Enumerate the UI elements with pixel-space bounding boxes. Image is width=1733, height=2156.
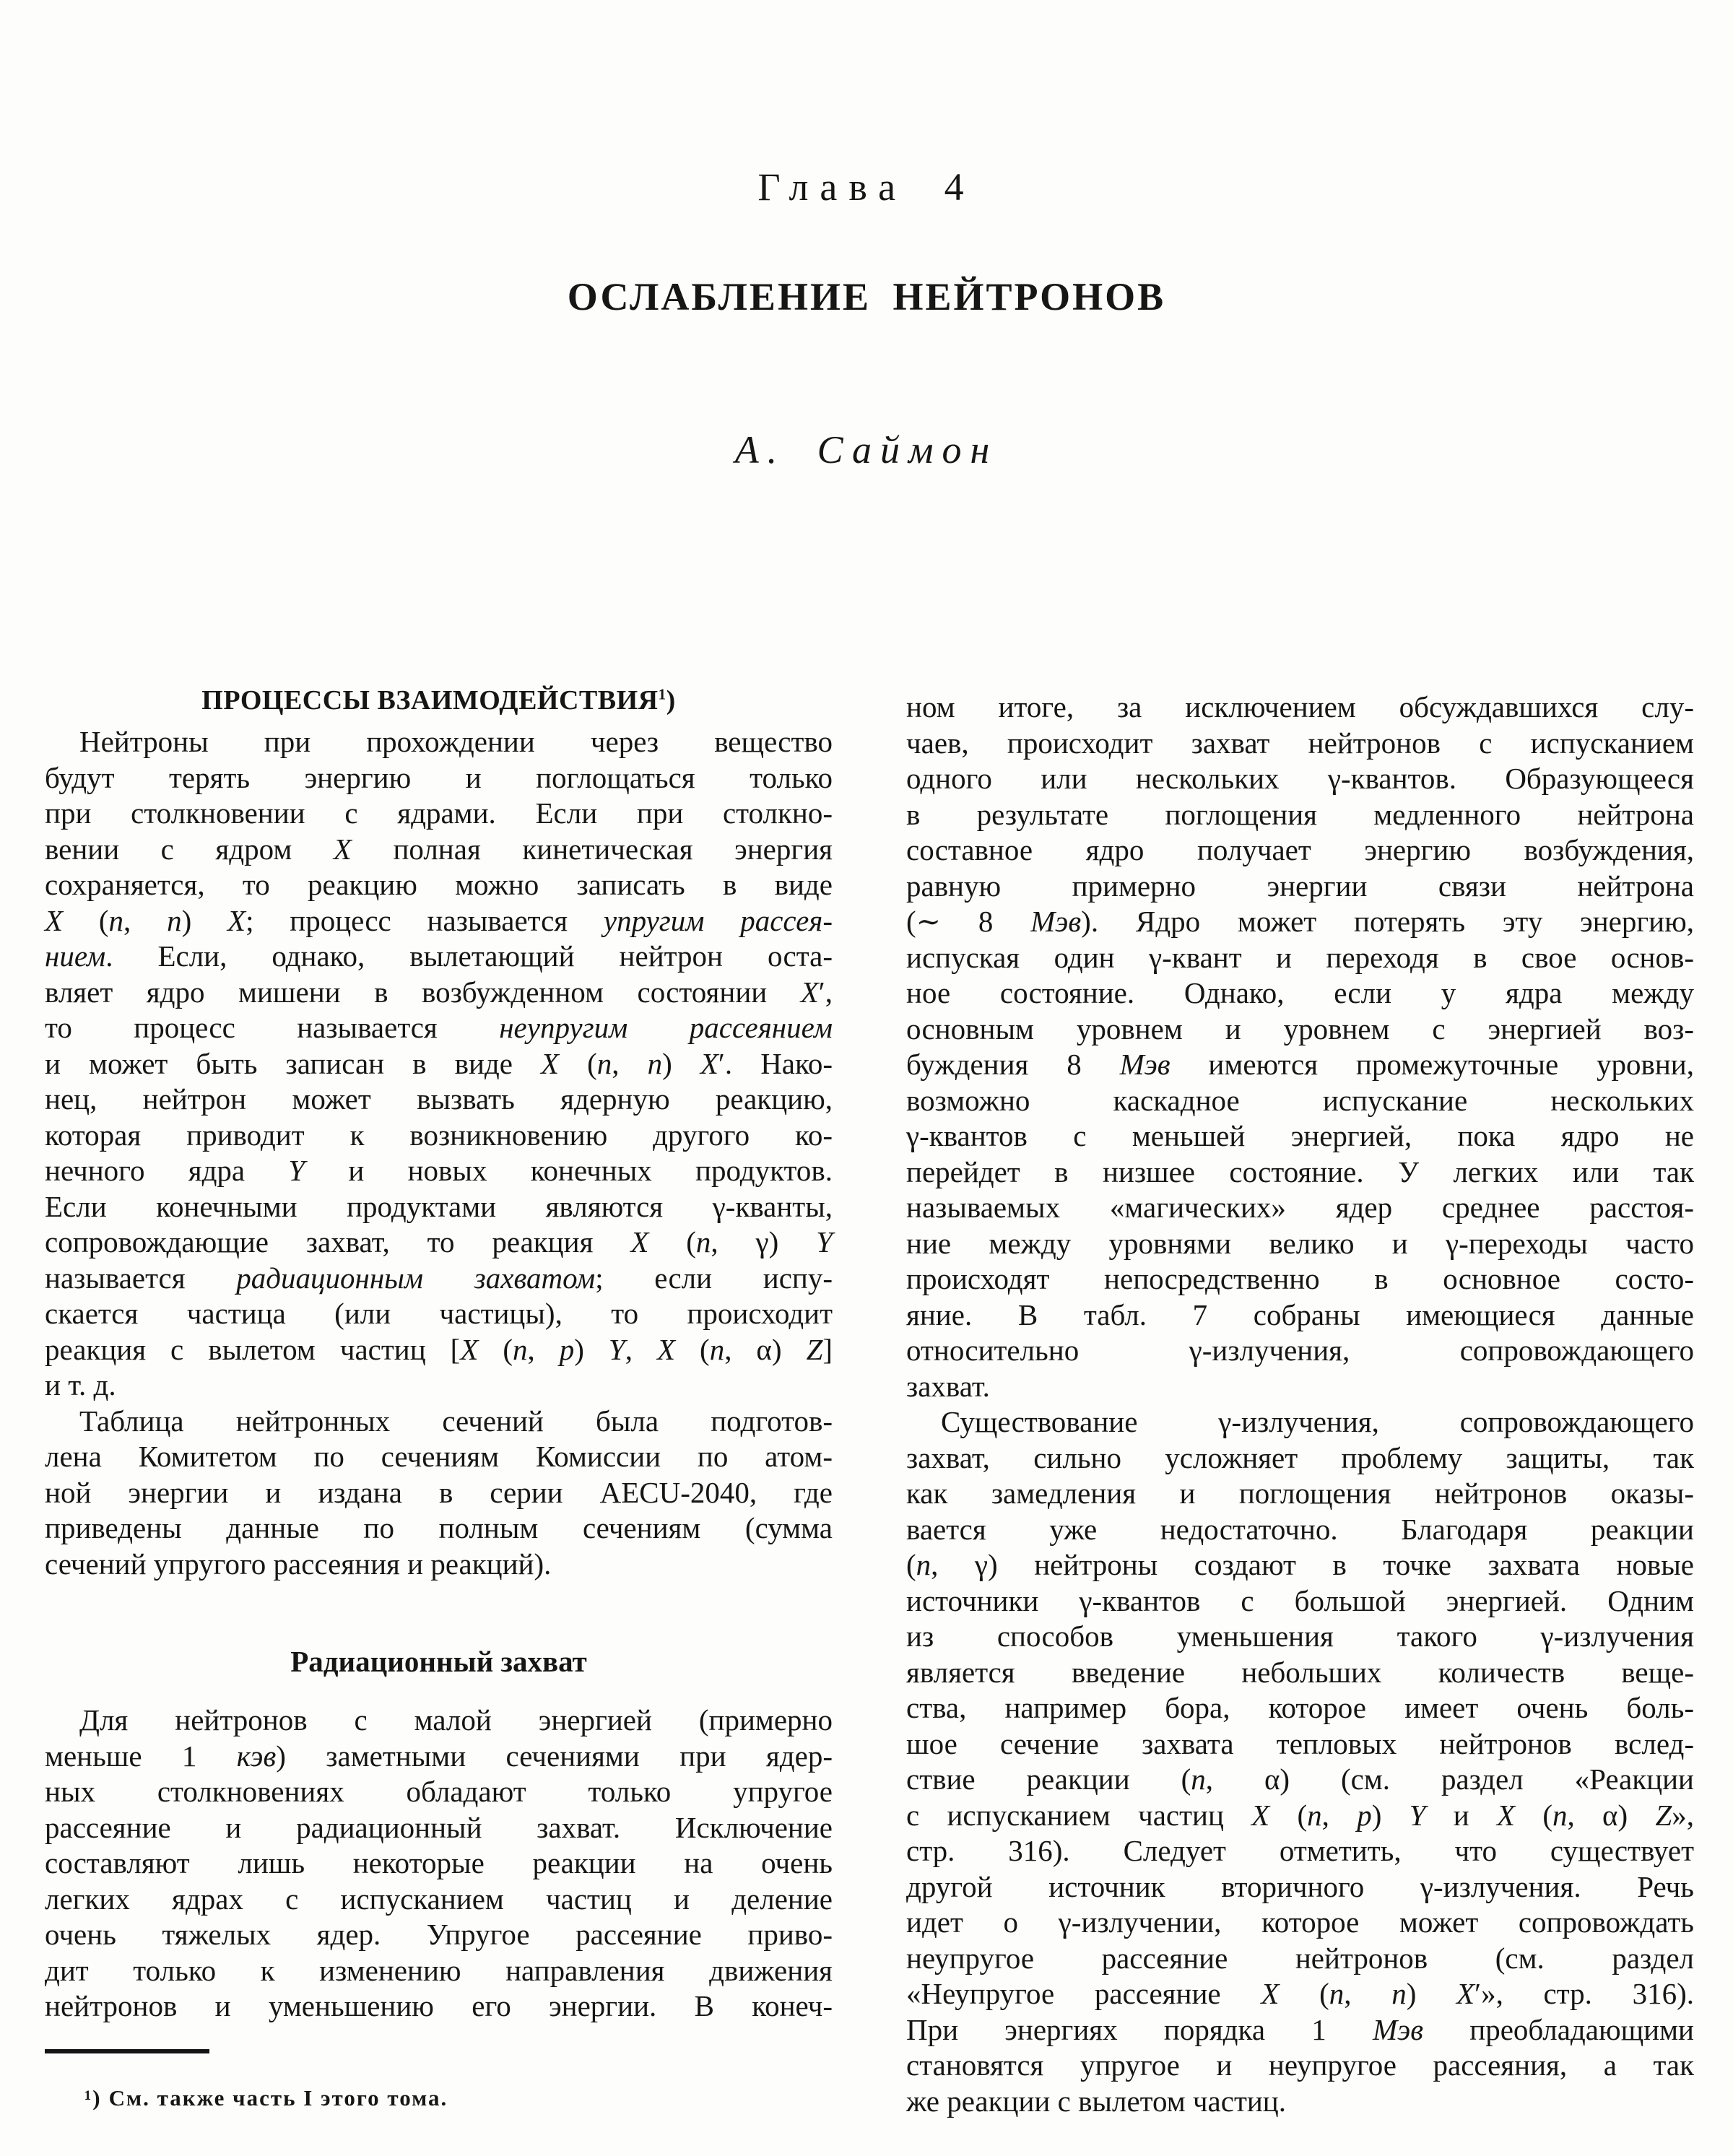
text-line: то процесс называется неупругим рассеянием — [45, 1011, 833, 1044]
text-line: легких ядрах с испусканием частиц и деление — [45, 1882, 833, 1916]
text-line: захват, сильно усложняет проблему защиты, так — [906, 1440, 1694, 1474]
text-line: возможно каскадное испускание нескольких — [906, 1083, 1694, 1117]
text-line: с испусканием частиц X (n, p) Y и X (n, α) Z», — [906, 1798, 1695, 1832]
two-column-text — [45, 682, 1694, 2119]
text-line: составляют лишь некоторые реакции на очень — [45, 1846, 833, 1879]
text-line: одного или нескольких γ-квантов. Образующееся — [906, 762, 1694, 795]
text-line: будут терять энергию и поглощаться только — [45, 760, 833, 794]
text-line: ном итоге, за исключением обсуждавшихся слу- — [906, 690, 1694, 723]
text-line: яние. В табл. 7 собраны имеющиеся данные — [906, 1297, 1694, 1331]
text-line: которая приводит к возникновению другого ко- — [45, 1118, 833, 1152]
text-line: Существование γ-излучения, сопровождающего — [941, 1405, 1694, 1438]
text-line: вении с ядром X полная кинетическая энергия — [45, 832, 833, 866]
text-line: равную примерно энергии связи нейтрона — [906, 869, 1694, 903]
text-line: ной энергии и издана в серии AECU-2040, где — [45, 1475, 833, 1509]
footnote-text: См. также часть I этого тома. — [108, 2085, 448, 2111]
right-column — [906, 682, 1694, 2119]
chapter-number: Глава 4 — [757, 165, 976, 209]
text-line: нечного ядра Y и новых конечных продуктов. — [45, 1154, 833, 1187]
text-line: сопровождающие захват, то реакция X (n, γ) Y — [45, 1225, 833, 1259]
text-line: ных столкновениях обладают только упругое — [45, 1775, 833, 1808]
footnote — [45, 2084, 833, 2113]
text-line: источники γ-квантов с большой энергией. Одним — [906, 1583, 1694, 1617]
text-line: (∼ 8 Мэв). Ядро может потерять эту энергию, — [906, 905, 1694, 938]
text-line: сечений упругого рассеяния и реакций). — [45, 1547, 552, 1581]
text-line: вляет ядро мишени в возбужденном состоянии X′, — [45, 975, 833, 1009]
text-line: основным уровнем и уровнем с энергией воз- — [906, 1012, 1694, 1046]
text-line: шое сечение захвата тепловых нейтронов вслед- — [906, 1726, 1694, 1760]
footnote-divider — [45, 2049, 209, 2053]
section-heading-interaction-processes: ПРОЦЕССЫ ВЗАИМОДЕЙСТВИЯ$^1$) — [201, 685, 676, 716]
text-line: в результате поглощения медленного нейтрона — [906, 797, 1694, 831]
text-line: (n, γ) нейтроны создают в точке захвата новые — [906, 1548, 1694, 1581]
text-line: идет о γ-излучении, которое может сопровождать — [906, 1905, 1694, 1939]
text-line: меньше 1 кэв) заметными сечениями при ядер- — [45, 1739, 833, 1773]
left-column — [45, 682, 833, 2119]
text-line: становятся упругое и неупругое рассеяния, а так — [906, 2048, 1694, 2082]
text-line: ное состояние. Однако, если у ядра между — [906, 976, 1694, 1009]
text-line: является введение небольших количеств веще- — [906, 1655, 1694, 1689]
footnote-marker: ¹) — [84, 2085, 102, 2111]
text-line: реакция с вылетом частиц [X (n, p) Y, X (n, α) Z] — [45, 1332, 833, 1366]
text-line: называется радиационным захватом; если испу- — [45, 1261, 833, 1295]
paragraph — [45, 724, 833, 1404]
text-line: Нейтроны при прохождении через вещество — [79, 725, 833, 758]
text-line: нием. Если, однако, вылетающий нейтрон оста- — [45, 939, 833, 973]
text-line: другой источник вторичного γ-излучения. Речь — [906, 1869, 1694, 1903]
text-line: Таблица нейтронных сечений была подготов- — [79, 1404, 833, 1438]
text-line: нец, нейтрон может вызвать ядерную реакцию, — [45, 1082, 833, 1116]
chapter-header — [0, 0, 1733, 469]
text-line: происходят непосредственно в основное состо- — [906, 1262, 1694, 1295]
paragraph — [45, 1703, 833, 2025]
text-line: же реакции с вылетом частиц. — [906, 2084, 1286, 2118]
paragraph — [906, 690, 1694, 1404]
text-line: относительно γ-излучения, сопровождающего — [906, 1334, 1694, 1367]
text-line: неупругое рассеяние нейтронов (см. раздел — [906, 1941, 1694, 1975]
text-line: составное ядро получает энергию возбуждения, — [906, 833, 1694, 866]
text-line: ствие реакции (n, α) (см. раздел «Реакции — [906, 1762, 1694, 1796]
text-line: дит только к изменению направления движения — [45, 1953, 833, 1987]
text-line: захват. — [906, 1369, 990, 1403]
paragraph — [45, 1404, 833, 1583]
text-line: приведены данные по полным сечениям (сумма — [45, 1511, 833, 1544]
text-line: чаев, происходит захват нейтронов с испусканием — [906, 726, 1694, 760]
text-line: буждения 8 Мэв имеются промежуточные уровни, — [906, 1048, 1694, 1081]
text-line: рассеяние и радиационный захват. Исключение — [45, 1810, 833, 1844]
text-line: испуская один γ-квант и переходя в свое основ- — [906, 940, 1694, 974]
text-line: и т. д. — [45, 1368, 116, 1401]
text-line: При энергиях порядка 1 Мэв преобладающими — [906, 2012, 1694, 2046]
text-line: нейтронов и уменьшению его энергии. В конеч- — [45, 1989, 833, 2022]
text-line: сохраняется, то реакцию можно записать в виде — [45, 868, 833, 901]
text-line: из способов уменьшения такого γ-излучения — [906, 1620, 1694, 1653]
section-heading-radiative-capture: Радиационный захват — [290, 1645, 587, 1678]
text-line: X (n, n) X; процесс называется упругим рассея- — [45, 903, 833, 937]
text-line: «Неупругое рассеяние X (n, n) X′», стр. 316). — [906, 1977, 1694, 2010]
text-line: ства, например бора, которое имеет очень боль- — [906, 1691, 1694, 1724]
text-line: и может быть записан в виде X (n, n) X′. Нако- — [45, 1046, 833, 1080]
text-line: очень тяжелых ядер. Упругое рассеяние приво- — [45, 1918, 833, 1951]
author-name: А. Саймон — [734, 428, 999, 471]
text-line: лена Комитетом по сечениям Комиссии по атом- — [45, 1440, 833, 1473]
text-line: вается уже недостаточно. Благодаря реакции — [906, 1512, 1694, 1546]
text-line: при столкновении с ядрами. Если при столкно- — [45, 796, 833, 830]
paragraph — [906, 1404, 1694, 2119]
text-line: γ-квантов с меньшей энергией, пока ядро не — [906, 1119, 1694, 1152]
page-title: ОСЛАБЛЕНИЕ НЕЙТРОНОВ — [567, 275, 1166, 318]
text-line: скается частица (или частицы), то происходит — [45, 1297, 833, 1330]
text-line: называемых «магических» ядер среднее расстоя- — [906, 1191, 1694, 1224]
text-line: Для нейтронов с малой энергией (примерно — [79, 1703, 833, 1736]
text-line: перейдет в низшее состояние. У легких или так — [906, 1155, 1694, 1188]
text-line: ние между уровнями велико и γ-переходы часто — [906, 1226, 1694, 1260]
text-line: стр. 316). Следует отметить, что существует — [906, 1834, 1694, 1867]
text-line: Если конечными продуктами являются γ-кванты, — [45, 1189, 833, 1223]
text-line: как замедления и поглощения нейтронов оказы- — [906, 1477, 1694, 1510]
